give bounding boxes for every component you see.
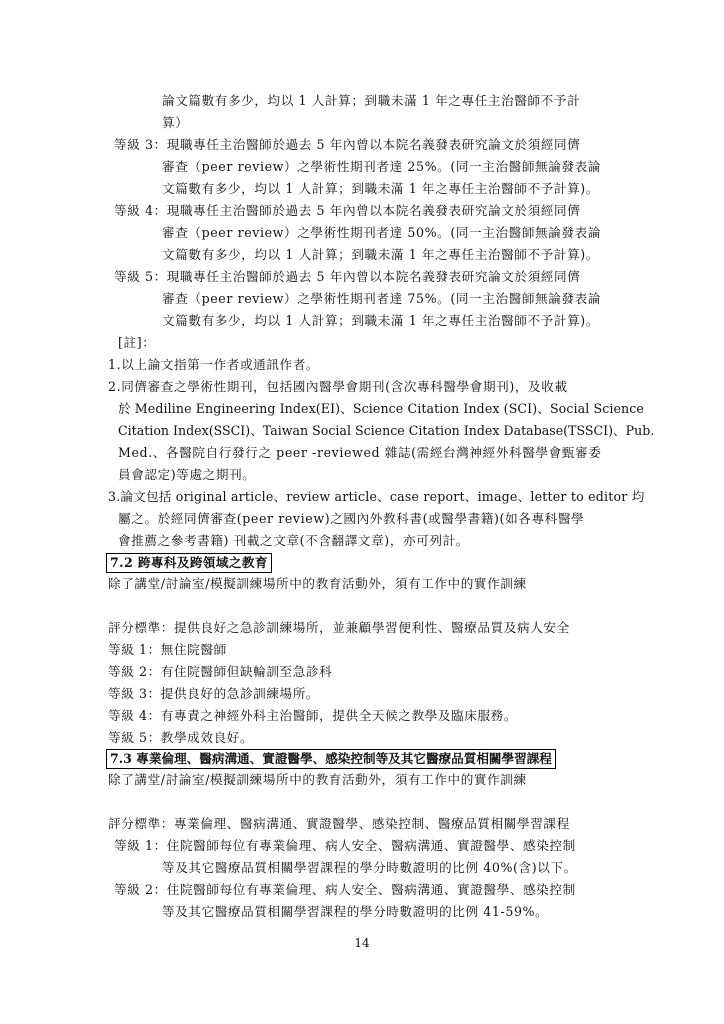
text-line: 等級 5：現職專任主治醫師於過去 5 年內曾以本院名義發表研究論文於須經同儕 [114, 269, 581, 284]
level-item: 等級 5：教學成效良好。 [108, 730, 254, 745]
note-item: 於 Mediline Engineering Index(EI)、Science Citation Index (SCI)、Social Science [118, 401, 644, 416]
text-line: 文篇數有多少，均以 1 人計算；到職未滿 1 年之專任主治醫師不予計算)。 [162, 247, 599, 262]
text-line: 等級 4：現職專任主治醫師於過去 5 年內曾以本院名義發表研究論文於須經同儕 [114, 203, 581, 218]
note-item: 員會認定)等處之期刊。 [118, 467, 256, 482]
criteria-text: 評分標準：專業倫理、醫病溝通、實證醫學、感染控制、醫療品質相關學習課程 [108, 816, 570, 831]
page-number: 14 [354, 936, 370, 950]
note-item: Citation Index(SSCI)、Taiwan Social Science Citation Index Database(TSSCI)、Pub. [118, 423, 655, 438]
level-item: 等級 2：住院醫師每位有專業倫理、病人安全、醫病溝通、實證醫學、感染控制 [114, 882, 576, 897]
text-line: 文篇數有多少，均以 1 人計算；到職未滿 1 年之專任主治醫師不予計算)。 [162, 181, 599, 196]
text-line: 論文篇數有多少，均以 1 人計算；到職未滿 1 年之專任主治醫師不予計 [162, 93, 581, 108]
section-intro: 除了講堂/討論室/模擬訓練場所中的教育活動外，須有工作中的實作訓練 [108, 772, 527, 787]
level-item: 等級 1：住院醫師每位有專業倫理、病人安全、醫病溝通、實證醫學、感染控制 [114, 838, 576, 853]
note-item: 會推薦之參考書籍) 刊載之文章(不含翻譯文章)，亦可列計。 [118, 533, 469, 548]
text-line: 審查（peer review）之學術性期刊者達 75%。(同一主治醫師無論發表論 [162, 291, 601, 306]
level-item: 等及其它醫療品質相關學習課程的學分時數證明的比例 40%(含)以下。 [162, 860, 577, 875]
note-item: 3.論文包括 original article、review article、case report、image、letter to editor 均 [108, 489, 645, 504]
text-line: 等級 3：現職專任主治醫師於過去 5 年內曾以本院名義發表研究論文於須經同儕 [114, 137, 581, 152]
level-item: 等及其它醫療品質相關學習課程的學分時數證明的比例 41-59%。 [162, 904, 549, 919]
note-item: Med.、各醫院自行發行之 peer -reviewed 雜誌(需經台灣神經外科醫學會甄審委 [118, 445, 602, 460]
level-item: 等級 2：有住院醫師但缺輪訓至急診科 [108, 664, 333, 679]
text-line: 文篇數有多少，均以 1 人計算；到職未滿 1 年之專任主治醫師不予計算)。 [162, 313, 599, 328]
section-heading: 7.2 跨專科及跨領域之教育 [106, 553, 272, 573]
note-label: [註]： [118, 335, 156, 350]
level-item: 等級 3：提供良好的急診訓練場所。 [108, 686, 320, 701]
text-line: 審查（peer review）之學術性期刊者達 25%。(同一主治醫師無論發表論 [162, 159, 601, 174]
text-line: 算） [162, 115, 189, 130]
text-line: 審查（peer review）之學術性期刊者達 50%。(同一主治醫師無論發表論 [162, 225, 601, 240]
level-item: 等級 4：有專責之神經外科主治醫師，提供全天候之教學及臨床服務。 [108, 708, 518, 723]
note-item: 1.以上論文指第一作者或通訊作者。 [108, 357, 320, 372]
section-intro: 除了講堂/討論室/模擬訓練場所中的教育活動外，須有工作中的實作訓練 [108, 576, 527, 591]
criteria-text: 評分標準：提供良好之急診訓練場所，並兼顧學習便利性、醫療品質及病人安全 [108, 620, 570, 635]
note-item: 2.同儕審查之學術性期刊，包括國內醫學會期刊(含次專科醫學會期刊)，及收載 [108, 379, 568, 394]
level-item: 等級 1：無住院醫師 [108, 642, 227, 657]
note-item: 屬之。於經同儕審查(peer review)之國內外教科書(或醫學書籍)(如各專科醫學 [118, 511, 585, 526]
section-heading: 7.3 專業倫理、醫病溝通、實證醫學、感染控制等及其它醫療品質相關學習課程 [106, 749, 556, 769]
